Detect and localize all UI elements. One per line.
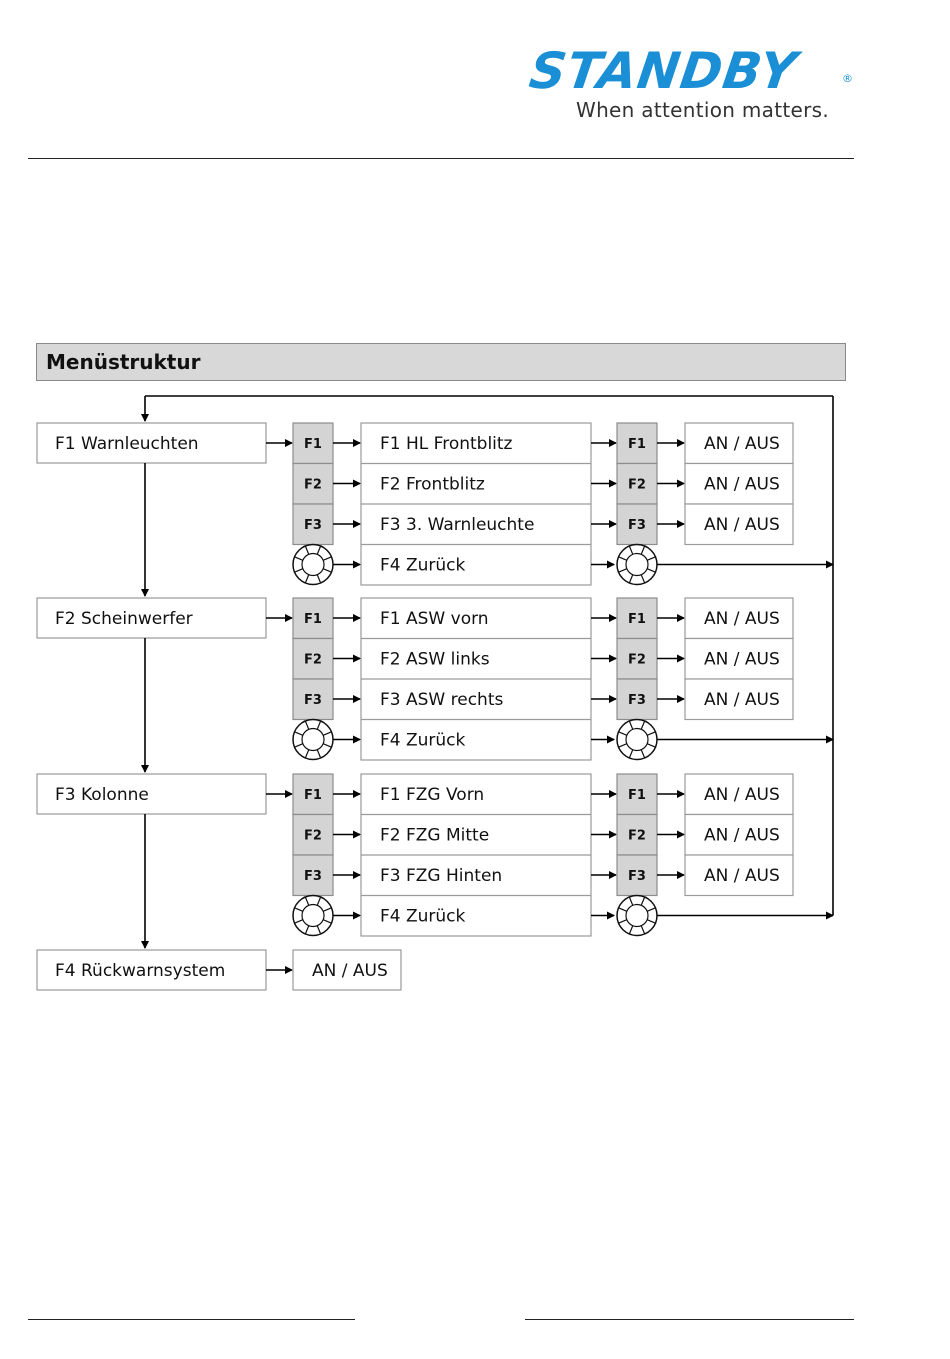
function-key-label: F2 (628, 477, 646, 493)
function-key-label: F1 (304, 437, 322, 452)
function-key-label: F1 (628, 437, 646, 452)
function-key-label: F3 (628, 518, 646, 533)
submenu-item-label: F2 FZG Mitte (380, 825, 490, 846)
function-key-label: F1 (628, 788, 646, 803)
submenu-item-label: F1 ASW vorn (380, 609, 489, 629)
action-label: AN / AUS (704, 825, 780, 846)
rotary-knob-inner (302, 729, 324, 751)
action-label: AN / AUS (704, 434, 780, 454)
function-key-label: F2 (304, 828, 322, 844)
function-key-label: F1 (304, 788, 322, 803)
rotary-knob-inner (626, 729, 648, 751)
group-label: F4 Rückwarnsystem (55, 961, 226, 981)
action-label: AN / AUS (704, 649, 780, 670)
function-key-label: F3 (628, 869, 646, 884)
function-key-label: F3 (304, 518, 322, 533)
section-title: Menüstruktur (46, 350, 201, 374)
rotary-knob-inner (626, 905, 648, 927)
function-key-label: F2 (628, 652, 646, 668)
group-label: F3 Kolonne (55, 785, 149, 805)
logo-registered-mark: ® (842, 72, 853, 85)
function-key-label: F1 (628, 612, 646, 627)
function-key-label: F2 (304, 477, 322, 493)
submenu-item-label: F1 FZG Vorn (380, 785, 485, 805)
submenu-item-label: F1 HL Frontblitz (380, 434, 513, 454)
back-item-label: F4 Zurück (380, 730, 466, 751)
function-key-label: F1 (304, 612, 322, 627)
footer-rule-left (28, 1319, 355, 1320)
submenu-item-label: F3 FZG Hinten (380, 866, 503, 886)
submenu-item-label: F3 3. Warnleuchte (380, 515, 535, 535)
function-key-label: F2 (304, 652, 322, 668)
group-label: F2 Scheinwerfer (55, 609, 193, 629)
action-label: AN / AUS (704, 785, 780, 805)
logo-brand: STANDBY (525, 42, 801, 100)
footer-rule-right (525, 1319, 854, 1320)
submenu-item-label: F2 ASW links (380, 649, 490, 670)
action-label: AN / AUS (312, 961, 388, 981)
function-key-label: F3 (304, 693, 322, 708)
function-key-label: F2 (628, 828, 646, 844)
action-label: AN / AUS (704, 474, 780, 495)
action-label: AN / AUS (704, 609, 780, 629)
rotary-knob-inner (626, 554, 648, 576)
rotary-knob-inner (302, 554, 324, 576)
submenu-item-label: F2 Frontblitz (380, 474, 485, 495)
rotary-knob-inner (302, 905, 324, 927)
action-label: AN / AUS (704, 690, 780, 710)
group-label: F1 Warnleuchten (55, 434, 199, 454)
action-label: AN / AUS (704, 866, 780, 886)
back-item-label: F4 Zurück (380, 555, 466, 576)
logo-tagline: When attention matters. (576, 98, 830, 122)
submenu-item-label: F3 ASW rechts (380, 690, 504, 710)
function-key-label: F3 (628, 693, 646, 708)
function-key-label: F3 (304, 869, 322, 884)
action-label: AN / AUS (704, 515, 780, 535)
back-item-label: F4 Zurück (380, 906, 466, 927)
